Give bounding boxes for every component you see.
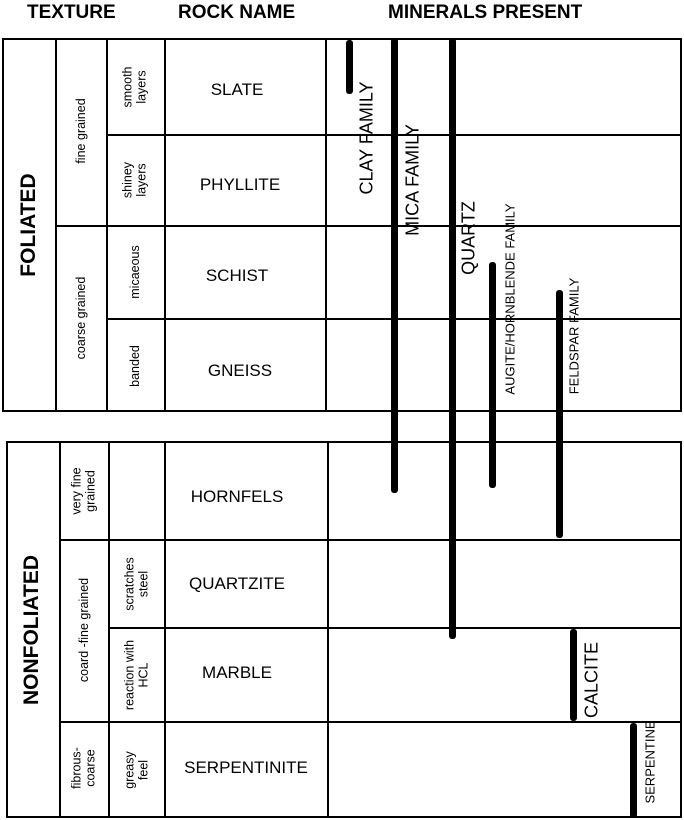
texture-group-label: coard -fine grained	[76, 577, 91, 683]
quartz-label: QUARTZ	[458, 201, 479, 275]
divider	[164, 441, 166, 818]
texture-group-label: coarse grained	[73, 276, 88, 360]
rock-name-slate: SLATE	[210, 80, 264, 99]
divider	[327, 441, 329, 818]
texture-detail-label: greasy feel	[122, 751, 151, 789]
divider	[108, 627, 682, 629]
divider	[59, 721, 682, 723]
texture-group-label: very fine grained	[69, 467, 98, 515]
rock-name-phyllite: PHYLLITE	[199, 175, 281, 194]
calcite-bar	[570, 629, 577, 721]
foliated-label: FOLIATED	[16, 173, 40, 277]
quartz-bar	[449, 38, 456, 639]
serpentine-label: SERPENTINE	[642, 720, 658, 804]
augite-hornblende-family-bar	[489, 262, 496, 488]
texture-group-label: fine grained	[73, 98, 88, 164]
calcite-label: CALCITE	[581, 641, 602, 719]
divider	[59, 539, 682, 541]
divider	[108, 441, 110, 818]
mica-family-label: MICA FAMILY	[402, 124, 423, 236]
texture-detail-label: micaeous	[127, 245, 142, 299]
feldspar-family-label: FELDSPAR FAMILY	[566, 277, 582, 395]
clay-family-bar	[346, 40, 353, 94]
minerals-present-header: MINERALS PRESENT	[388, 2, 583, 23]
rock-name-schist: SCHIST	[205, 266, 269, 285]
texture-detail-label: smooth layers	[120, 66, 149, 108]
divider	[59, 441, 61, 818]
augite-hornblende-family-label: AUGITE/HORNBLENDE FAMILY	[502, 203, 518, 395]
texture-detail-label: scratches steel	[122, 557, 151, 611]
texture-detail-label: reaction with HCL	[122, 639, 151, 711]
rock-name-marble: MARBLE	[202, 663, 272, 682]
clay-family-label: CLAY FAMILY	[356, 81, 377, 195]
rock-name-hornfels: HORNFELS	[190, 487, 284, 506]
divider	[55, 225, 682, 227]
rock-name-quartzite: QUARTZITE	[188, 574, 286, 593]
texture-detail-label: banded	[127, 345, 142, 387]
serpentine-bar	[630, 723, 637, 818]
texture-group-label: fibrous-coarse	[69, 747, 98, 789]
texture-header: TEXTURE	[27, 2, 116, 23]
rock-name-serpentinite: SERPENTINITE	[184, 758, 308, 777]
rock-name-gneiss: GNEISS	[207, 361, 273, 380]
mica-family-bar	[391, 38, 398, 493]
feldspar-family-bar	[556, 290, 563, 538]
rock-name-header: ROCK NAME	[178, 2, 296, 23]
texture-detail-label: shiney layers	[120, 161, 149, 199]
nonfoliated-label: NONFOLIATED	[19, 554, 43, 706]
